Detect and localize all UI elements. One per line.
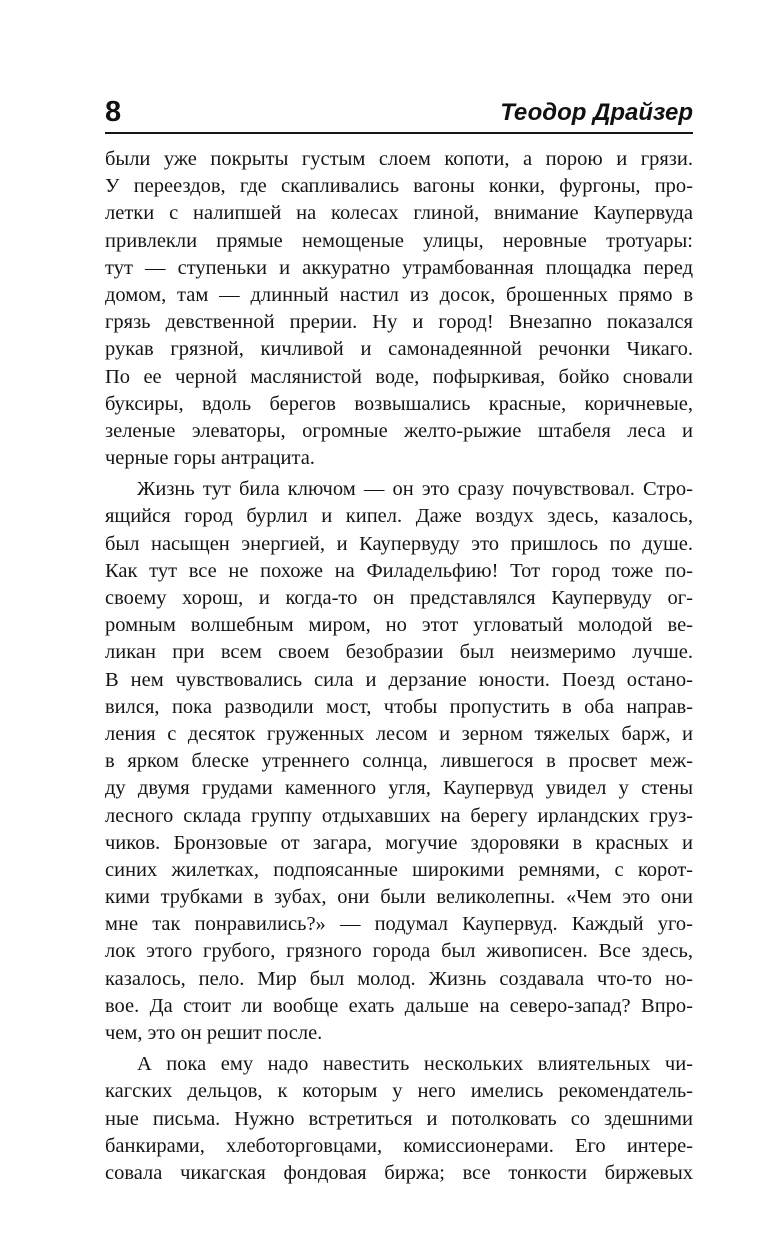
text-line: грязь девственной прерии. Ну и город! Внезапно показался — [105, 311, 693, 334]
text-line: кагских дельцов, к которым у него имелись рекомендатель- — [105, 1080, 693, 1103]
paragraph — [105, 476, 693, 1047]
text-line: был насыщен энергией, и Каупервуду это пришлось по душе. — [105, 532, 693, 555]
text-line: вое. Да стоит ли вообще ехать дальше на северо-запад? Впро- — [105, 994, 693, 1017]
text-line: чиков. Бронзовые от загара, могучие здоровяки в красных и — [105, 831, 693, 854]
text-line: казалось, пело. Мир был молод. Жизнь создавала что-то но- — [105, 967, 693, 990]
text-line: в ярком блеске утреннего солнца, лившегося в просвет меж- — [105, 750, 693, 773]
text-line: кими трубками в зубах, они были великолепны. «Чем это они — [105, 886, 693, 909]
text-line: По ее черной маслянистой воде, пофыркивая, бойко сновали — [105, 365, 693, 388]
text-line: своему хорош, и когда-то он представлялся Каупервуду ог- — [105, 587, 693, 609]
header-divider — [105, 132, 693, 134]
text-line: домом, там — длинный настил из досок, брошенных прямо в — [105, 283, 693, 306]
text-line: лок этого грубого, грязного города был живописен. Все здесь, — [105, 940, 693, 963]
text-line: У переездов, где скапливались вагоны конки, фургоны, про- — [105, 175, 693, 198]
text-line: чем, это он решит после. — [105, 1022, 323, 1044]
text-line: ду двумя грудами каменного угля, Каупервуд увидел у стены — [105, 777, 693, 800]
text-line: Жизнь тут била ключом — он это сразу почувствовал. Стро- — [137, 478, 693, 501]
text-line: лесного склада группу отдыхавших на берегу ирландских груз- — [105, 804, 693, 827]
text-line: А пока ему надо навестить нескольких влиятельных чи- — [137, 1053, 693, 1076]
running-head — [105, 94, 693, 134]
text-line: рукав грязной, кичливой и самонадеянной речонки Чикаго. — [105, 338, 693, 361]
paragraph — [105, 146, 693, 472]
text-line: привлекли прямые немощеные улицы, неровные тротуары: — [105, 229, 693, 252]
text-line: ликан при всем своем безобразии был неизмеримо лучше. — [105, 641, 693, 664]
book-author-header: Теодор Драйзер — [500, 99, 693, 126]
body-text — [105, 146, 693, 1187]
text-line: ные письма. Нужно встретиться и потолковать со здешними — [105, 1107, 693, 1130]
text-line: банкирами, хлеботорговцами, комиссионерами. Его интере- — [105, 1134, 693, 1157]
text-line: буксиры, вдоль берегов возвышались красные, коричневые, — [105, 392, 693, 415]
text-line: были уже покрыты густым слоем копоти, а порою и грязи. — [105, 148, 693, 170]
text-line: синих жилетках, подпоясанные широкими ремнями, с корот- — [105, 858, 693, 881]
text-line: мне так понравились?» — подумал Каупервуд. Каждый уго- — [105, 913, 693, 936]
text-line: совала чикагская фондовая биржа; все тонкости биржевых — [105, 1161, 693, 1184]
text-line: тут — ступеньки и аккуратно утрамбованная площадка перед — [105, 256, 693, 279]
paragraph — [105, 1051, 693, 1187]
text-line: Как тут все не похоже на Филадельфию! Тот город тоже по- — [105, 559, 693, 582]
page-number: 8 — [105, 96, 122, 128]
text-line: ромным волшебным миром, но этот угловатый молодой ве- — [105, 614, 693, 637]
text-line: летки с налипшей на колесах глиной, внимание Каупервуда — [105, 202, 693, 225]
text-line: зеленые элеваторы, огромные желто-рыжие штабеля леса и — [105, 419, 693, 442]
text-line: В нем чувствовались сила и дерзание юности. Поезд остано- — [105, 668, 693, 691]
text-line: ления с десяток груженных лесом и зерном тяжелых барж, и — [105, 722, 693, 745]
text-line: ящийся город бурлил и кипел. Даже воздух здесь, казалось, — [105, 505, 693, 528]
text-line: черные горы антрацита. — [105, 447, 315, 470]
text-line: вился, пока разводили мост, чтобы пропустить в оба направ- — [105, 695, 693, 718]
